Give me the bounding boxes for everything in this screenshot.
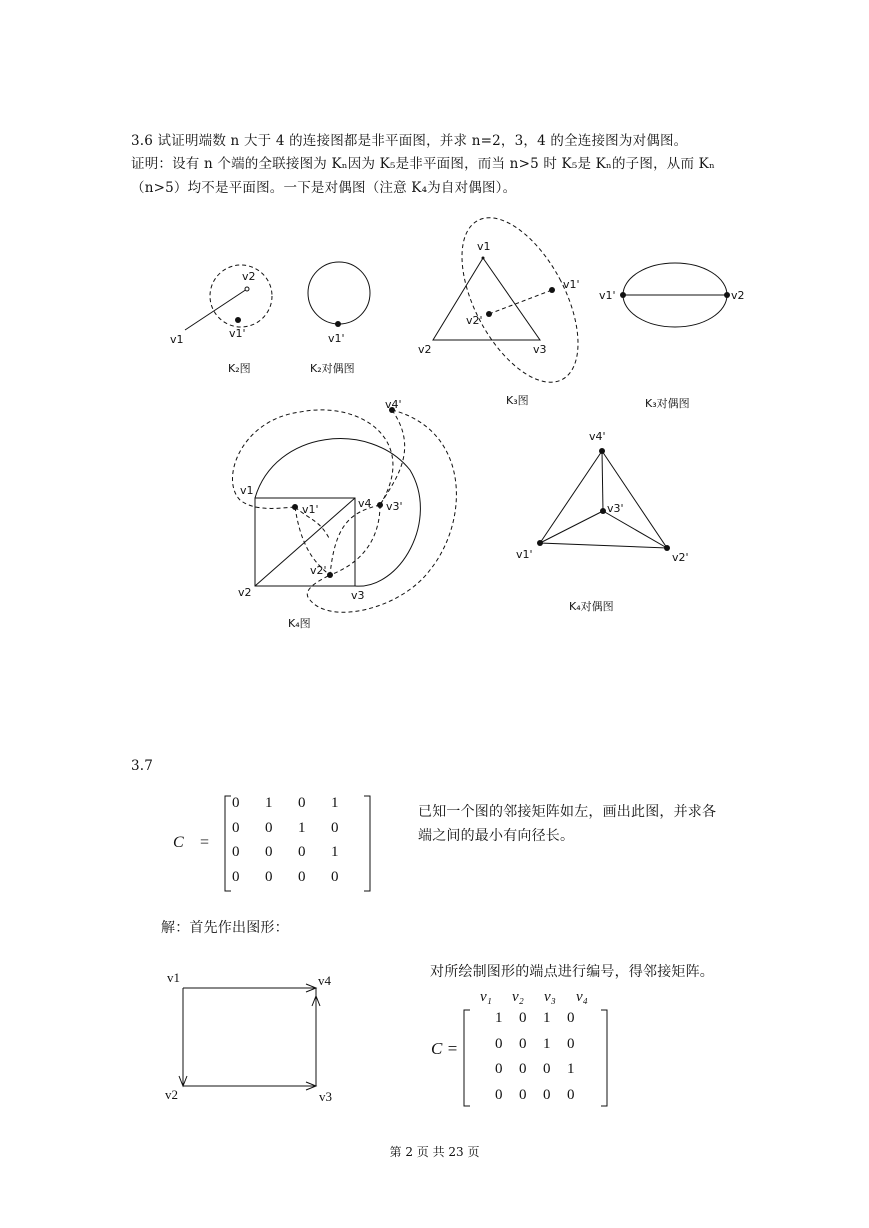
col-header: v₃ xyxy=(544,989,556,1005)
matrix1-cell: 0 xyxy=(298,795,306,811)
k3-label-v2p: v2' xyxy=(466,314,483,327)
matrix1-cell: 0 xyxy=(265,844,273,860)
matrix1-cell: 1 xyxy=(265,795,273,811)
matrix2-cell: 1 xyxy=(543,1010,551,1026)
k4-label-v2: v2 xyxy=(238,586,252,599)
k4dual-label-v2p: v2' xyxy=(672,551,689,564)
graph-label-v3: v3 xyxy=(319,1089,332,1104)
matrix1-cell: 0 xyxy=(265,868,273,885)
problem-3-7-desc-line2: 端之间的最小有向径长。 xyxy=(418,828,575,844)
k4-label-v4: v4 xyxy=(358,497,372,510)
k3-label-v3: v3 xyxy=(533,343,547,356)
k4dual-label-v1p: v1' xyxy=(516,548,533,561)
matrix2-cell: 0 xyxy=(519,1035,527,1052)
directed-graph xyxy=(179,984,320,1090)
matrix1-cell: 0 xyxy=(232,819,240,836)
k2-label-v2: v2 xyxy=(242,270,256,283)
k2-label-v1: v1 xyxy=(170,333,184,346)
matrix1-cell: 1 xyxy=(298,819,306,836)
matrix2-cell: 0 xyxy=(567,1035,575,1052)
matrix2-cell: 0 xyxy=(567,1086,575,1103)
matrix2-cell: 0 xyxy=(495,1061,503,1077)
matrix2-cell: 1 xyxy=(495,1010,503,1026)
k4-label-v1: v1 xyxy=(240,484,254,497)
solution-intro: 解：首先作出图形： xyxy=(161,920,289,936)
matrix1-cell: 0 xyxy=(331,868,339,885)
graph-label-v2: v2 xyxy=(165,1087,178,1102)
k3-figure xyxy=(418,199,602,407)
k2-caption: K₂图 xyxy=(228,362,251,375)
problem-3-6-line2: 证明：设有 n 个端的全联接图为 Kₙ因为 K₅是非平面图，而当 n>5 时 K₅是 Kₙ的子图，从而 Kₙ xyxy=(131,156,715,172)
problem-3-6-line1: 3.6 试证明端数 n 大于 4 的连接图都是非平面图，并求 n=2，3，4 的全连接图为对偶图。 xyxy=(131,133,688,149)
k3-label-v1: v1 xyxy=(477,240,491,253)
col-header: v₄ xyxy=(576,989,588,1005)
k3-dual-caption: K₃对偶图 xyxy=(645,397,690,410)
problem-3-7-desc-line1: 已知一个图的邻接矩阵如左，画出此图，并求各 xyxy=(418,804,717,820)
k3-label-v2: v2 xyxy=(418,343,432,356)
numbering-text: 对所绘制图形的端点进行编号，得邻接矩阵。 xyxy=(430,964,714,980)
graph-label-v4: v4 xyxy=(318,973,331,988)
matrix2-cell: 0 xyxy=(495,1086,503,1103)
matrix1-cell: 0 xyxy=(298,844,306,860)
matrix2-cell: 0 xyxy=(567,1010,575,1026)
k3-dual-figure xyxy=(599,263,745,410)
k4-label-v2p: v2' xyxy=(310,564,327,577)
k2-dual-figure xyxy=(308,262,370,375)
k4dual-label-v4p: v4' xyxy=(589,430,606,443)
matrix1-cell: 0 xyxy=(232,795,240,811)
matrix1-equals: = xyxy=(200,834,210,851)
matrix2-cell: 0 xyxy=(519,1086,527,1103)
matrix1 xyxy=(232,795,364,893)
matrix2-col-headers xyxy=(480,989,608,1006)
matrix2-cell: 1 xyxy=(567,1061,575,1077)
k4-caption: K₄图 xyxy=(288,617,311,630)
k4-dual-figure xyxy=(516,430,689,613)
matrix1-cell: 0 xyxy=(232,868,240,885)
k4-dual-caption: K₄对偶图 xyxy=(569,600,614,613)
matrix2-cell: 1 xyxy=(543,1035,551,1052)
matrix2-cell: 0 xyxy=(519,1061,527,1077)
k4-label-v1p: v1' xyxy=(302,503,319,516)
k4-figure xyxy=(233,398,457,630)
matrix1-label: C xyxy=(173,834,184,851)
k2-label-v1p: v1' xyxy=(229,327,246,340)
k4-label-v3: v3 xyxy=(351,589,365,602)
k4-label-v4p: v4' xyxy=(385,398,402,411)
k2-dual-caption: K₂对偶图 xyxy=(310,362,355,375)
matrix2-cell: 0 xyxy=(543,1061,551,1077)
matrix1-cell: 1 xyxy=(331,795,339,811)
k2dual-label-v1p: v1' xyxy=(328,332,345,345)
k3-caption: K₃图 xyxy=(506,394,529,407)
matrix2-cell: 0 xyxy=(495,1035,503,1052)
page-footer: 第 2 页 共 23 页 xyxy=(389,1145,480,1159)
k3dual-label-v2: v2 xyxy=(731,289,745,302)
matrix1-cell: 0 xyxy=(331,819,339,836)
matrix1-cell: 1 xyxy=(331,844,339,860)
k2-figure xyxy=(170,265,272,375)
matrix2 xyxy=(495,1010,591,1112)
matrix2-label: C = xyxy=(431,1039,459,1058)
graph-label-v1: v1 xyxy=(167,970,180,985)
col-header: v₁ xyxy=(480,989,492,1005)
k3dual-label-v1p: v1' xyxy=(599,289,616,302)
problem-3-7-number: 3.7 xyxy=(131,758,154,774)
matrix1-cell: 0 xyxy=(265,819,273,836)
matrix1-cell: 0 xyxy=(298,868,306,885)
k4-label-v3p: v3' xyxy=(386,500,403,513)
matrix1-cell: 0 xyxy=(232,844,240,860)
matrix2-cell: 0 xyxy=(519,1010,527,1026)
k4dual-label-v3p: v3' xyxy=(607,502,624,515)
matrix2-cell: 0 xyxy=(543,1086,551,1103)
col-header: v₂ xyxy=(512,989,524,1005)
problem-3-6-line3: （n>5）均不是平面图。一下是对偶图（注意 K₄为自对偶图）。 xyxy=(131,180,517,196)
k3-label-v1p: v1' xyxy=(563,278,580,291)
